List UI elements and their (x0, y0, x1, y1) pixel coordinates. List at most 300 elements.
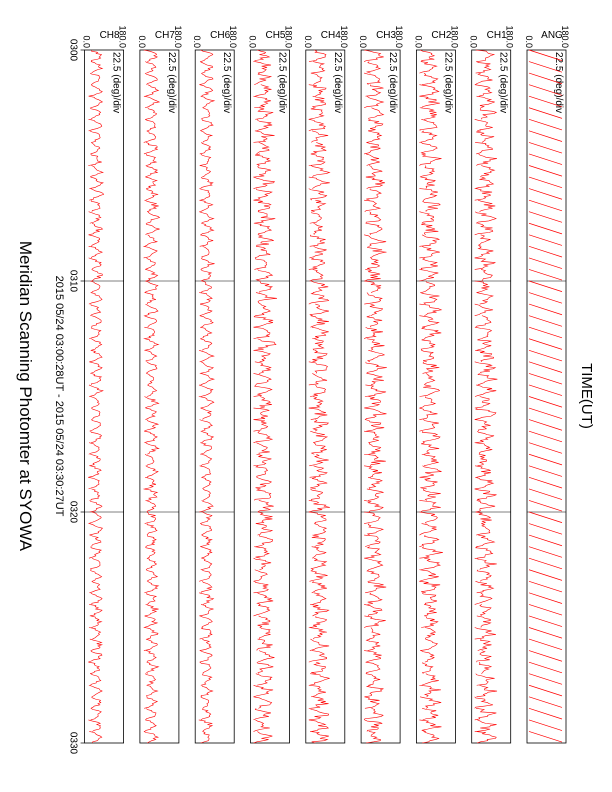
scan-trace (309, 293, 329, 305)
scan-trace (529, 443, 562, 454)
scan-trace (310, 731, 329, 743)
scan-trace (309, 454, 328, 466)
scan-trace (310, 431, 327, 443)
scan-trace (201, 223, 214, 235)
scan-trace (312, 350, 327, 362)
scan-trace (421, 142, 437, 154)
scan-trace (367, 316, 382, 328)
scan-trace (200, 62, 213, 74)
scan-trace (257, 662, 273, 674)
scan-trace (420, 466, 442, 478)
scan-trace (144, 581, 158, 593)
scan-trace (146, 558, 156, 570)
scan-trace (311, 142, 326, 154)
scan-trace (147, 662, 159, 674)
scan-trace (147, 154, 157, 166)
scan-trace (199, 593, 213, 605)
scan-trace (254, 385, 272, 397)
scan-trace (311, 697, 329, 709)
scan-trace (529, 720, 562, 731)
scan-trace (419, 235, 439, 247)
scan-trace (200, 339, 212, 351)
panel-scale: 22.5 (deg)/div (553, 52, 564, 114)
panel-frame (140, 50, 179, 743)
scan-trace (254, 685, 274, 697)
panel-traces (254, 50, 277, 743)
scan-trace (201, 685, 212, 697)
scan-trace (143, 246, 157, 258)
panels (82, 25, 570, 743)
scan-trace (89, 443, 99, 455)
scan-trace (420, 397, 436, 409)
panel-ymax: 180.0 (449, 25, 460, 48)
scan-trace (199, 293, 212, 305)
scan-trace (90, 281, 100, 293)
scan-trace (309, 397, 323, 409)
scan-trace (364, 50, 384, 62)
scan-trace (201, 477, 211, 489)
scan-trace (475, 304, 493, 316)
scan-trace (91, 708, 102, 720)
scan-trace (89, 581, 100, 593)
scan-trace (145, 477, 156, 489)
scan-trace (480, 166, 494, 178)
scan-trace (422, 674, 439, 686)
scan-trace (90, 535, 101, 547)
scan-trace (90, 350, 102, 362)
panel-label: CH5 (265, 30, 286, 41)
scan-trace (256, 535, 273, 547)
scan-trace (420, 697, 441, 709)
scan-trace (254, 350, 271, 362)
scan-trace (200, 119, 213, 131)
scan-trace (254, 697, 272, 709)
scan-trace (254, 131, 275, 143)
scan-trace (311, 73, 322, 85)
panel-ymin: 0.0 (524, 35, 534, 48)
scan-trace (368, 108, 383, 120)
scan-trace (310, 212, 322, 224)
scan-trace (419, 581, 440, 593)
scan-trace (90, 420, 101, 432)
scan-trace (364, 142, 380, 154)
scan-trace (144, 200, 158, 212)
scan-trace (422, 731, 439, 743)
scan-trace (529, 293, 562, 304)
scan-trace (475, 581, 493, 593)
scan-trace (256, 512, 273, 524)
scan-trace (89, 189, 103, 201)
scan-trace (200, 304, 212, 316)
scan-trace (529, 454, 562, 465)
scan-trace (421, 223, 438, 235)
scan-trace (144, 316, 157, 328)
scan-trace (310, 616, 327, 628)
scan-trace (365, 581, 386, 593)
scan-trace (419, 131, 436, 143)
scan-trace (419, 189, 437, 201)
scan-trace (365, 685, 384, 697)
scan-trace (310, 466, 327, 478)
scan-trace (479, 662, 491, 674)
panel-scale: 22.5 (deg)/div (497, 52, 509, 114)
scan-trace (254, 189, 272, 201)
scan-trace (529, 316, 562, 327)
scan-trace (313, 420, 328, 432)
scan-trace (200, 327, 211, 339)
scan-trace (90, 142, 99, 154)
scan-trace (529, 235, 562, 246)
scan-trace (89, 604, 102, 616)
scan-trace (529, 685, 562, 696)
scan-trace (529, 281, 562, 292)
scan-trace (200, 362, 213, 374)
scan-trace (475, 327, 492, 339)
scan-trace (368, 524, 383, 536)
scan-trace (529, 628, 562, 639)
scan-trace (364, 500, 383, 512)
scan-trace (254, 570, 268, 582)
scan-trace (419, 512, 437, 524)
scan-trace (254, 547, 269, 559)
scan-trace (369, 443, 381, 455)
scan-trace (364, 535, 380, 547)
scan-trace (144, 339, 158, 351)
scan-trace (200, 628, 212, 640)
scan-trace (529, 604, 562, 615)
scan-trace (200, 420, 213, 432)
scan-trace (146, 443, 159, 455)
scan-trace (475, 177, 494, 189)
scan-trace (529, 512, 562, 523)
scan-trace (145, 62, 156, 74)
scan-trace (89, 96, 103, 108)
scan-trace (201, 408, 211, 420)
scan-trace (529, 269, 562, 280)
scan-trace (369, 628, 380, 640)
scan-trace (254, 720, 270, 732)
panel-traces (143, 50, 159, 743)
scan-trace (201, 547, 212, 559)
scan-trace (146, 177, 157, 189)
scan-trace (529, 189, 562, 200)
scan-trace (254, 177, 275, 189)
scan-trace (144, 131, 156, 143)
scan-trace (145, 674, 155, 686)
scan-trace (200, 639, 211, 651)
scan-trace (475, 258, 496, 270)
scan-trace (89, 547, 101, 559)
scan-trace (200, 85, 213, 97)
scan-trace (529, 477, 562, 488)
scan-trace (258, 651, 275, 663)
scan-trace (529, 558, 562, 569)
scan-trace (365, 558, 383, 570)
panel-ymax: 180.0 (172, 25, 183, 48)
scan-trace (529, 662, 562, 673)
scan-trace (309, 154, 325, 166)
scan-trace (475, 142, 492, 154)
scan-trace (529, 431, 562, 442)
scan-trace (475, 73, 492, 85)
scan-trace (421, 281, 434, 293)
scan-trace (475, 708, 497, 720)
scan-trace (144, 616, 157, 628)
scan-trace (201, 558, 212, 570)
time-tick-label: 0300 (67, 38, 79, 62)
scan-trace (364, 96, 383, 108)
scan-trace (419, 85, 438, 97)
scan-trace (91, 200, 100, 212)
scan-trace (367, 639, 381, 651)
scan-trace (364, 697, 379, 709)
scan-trace (480, 108, 496, 120)
scan-trace (420, 639, 437, 651)
panel-traces (475, 50, 498, 743)
scan-trace (310, 316, 328, 328)
scan-trace (422, 708, 438, 720)
scan-trace (364, 604, 382, 616)
chart-title: Meridian Scanning Photomter at SYOWA (16, 240, 35, 552)
scan-trace (255, 154, 270, 166)
panel-ch2 (413, 25, 459, 743)
scan-trace (258, 616, 270, 628)
scan-trace (145, 258, 155, 270)
time-axis (68, 39, 85, 755)
scan-trace (477, 570, 491, 582)
scan-trace (529, 166, 562, 177)
scan-trace (199, 720, 213, 732)
scan-trace (255, 85, 271, 97)
scan-trace (421, 443, 439, 455)
scan-trace (366, 674, 380, 686)
scan-trace (419, 212, 433, 224)
panel-label: ANG (541, 30, 563, 41)
scan-trace (89, 524, 102, 536)
scan-trace (366, 662, 380, 674)
scan-trace (90, 397, 99, 409)
scan-trace (309, 373, 327, 385)
panel-traces (309, 50, 330, 743)
scan-trace (309, 685, 326, 697)
scan-trace (254, 258, 266, 270)
scan-trace (89, 85, 103, 97)
scan-trace (365, 420, 384, 432)
scan-trace (420, 293, 439, 305)
scan-trace (199, 350, 214, 362)
scan-trace (477, 339, 492, 351)
scan-trace (419, 154, 441, 166)
scan-trace (89, 258, 102, 270)
scan-trace (89, 223, 103, 235)
scan-trace (88, 720, 100, 732)
scan-trace (475, 697, 493, 709)
panel-ch4 (303, 25, 349, 743)
panel-ymax: 180.0 (504, 25, 515, 48)
scan-trace (145, 547, 155, 559)
scan-trace (88, 477, 99, 489)
scan-trace (256, 466, 267, 478)
scan-trace (254, 96, 271, 108)
scan-trace (309, 408, 327, 420)
scan-trace (529, 500, 562, 511)
scan-trace (144, 96, 159, 108)
scan-trace (422, 662, 432, 674)
scan-trace (364, 512, 380, 524)
scan-trace (529, 547, 562, 558)
scan-trace (311, 662, 325, 674)
scan-trace (88, 651, 102, 663)
scan-trace (199, 200, 212, 212)
scan-trace (89, 662, 100, 674)
scan-trace (145, 73, 157, 85)
scan-trace (419, 62, 436, 74)
scan-trace (419, 316, 438, 328)
scan-trace (310, 604, 328, 616)
scan-trace (201, 177, 213, 189)
scan-trace (310, 235, 326, 247)
scan-trace (477, 616, 491, 628)
panel-traces (364, 50, 387, 743)
scan-trace (91, 373, 101, 385)
panel-ymin: 0.0 (358, 35, 369, 48)
scan-trace (529, 304, 562, 315)
scan-trace (424, 373, 435, 385)
scan-trace (89, 119, 102, 131)
scan-trace (419, 500, 440, 512)
scan-trace (475, 731, 497, 743)
scan-trace (529, 177, 562, 188)
scan-trace (365, 720, 383, 732)
scan-trace (200, 154, 211, 166)
scan-trace (475, 350, 493, 362)
panel-frame (527, 50, 566, 743)
scan-trace (475, 362, 496, 374)
scan-trace (145, 397, 159, 409)
scan-trace (89, 362, 102, 374)
scan-trace (424, 604, 437, 616)
scan-trace (255, 362, 271, 374)
scan-trace (201, 581, 212, 593)
scan-trace (365, 408, 387, 420)
scan-trace (364, 454, 386, 466)
scan-trace (91, 616, 102, 628)
scan-trace (419, 570, 438, 582)
scan-trace (529, 616, 562, 627)
scan-trace (364, 431, 379, 443)
scan-trace (146, 212, 159, 224)
scan-trace (200, 662, 211, 674)
scan-trace (255, 108, 273, 120)
scan-trace (311, 166, 330, 178)
scan-trace (312, 535, 325, 547)
scan-trace (90, 131, 100, 143)
panel-ch7 (137, 25, 183, 743)
scan-trace (309, 628, 327, 640)
scan-trace (309, 512, 326, 524)
scan-trace (529, 674, 562, 685)
scan-trace (201, 50, 213, 62)
scan-trace (364, 293, 382, 305)
scan-trace (91, 593, 102, 605)
scan-trace (419, 246, 439, 258)
scan-trace (420, 166, 434, 178)
scan-trace (364, 466, 382, 478)
scan-trace (199, 189, 210, 201)
scan-trace (419, 96, 439, 108)
scan-trace (475, 443, 493, 455)
panel-ymin: 0.0 (81, 35, 92, 48)
scan-trace (201, 524, 212, 536)
scan-trace (256, 477, 272, 489)
scan-trace (254, 327, 271, 339)
scan-trace (90, 108, 101, 120)
panel-scale: 22.5 (deg)/div (110, 52, 122, 114)
scan-trace (89, 235, 100, 247)
scan-trace (310, 570, 328, 582)
scan-trace (146, 500, 156, 512)
panel-label: CH7 (154, 30, 175, 41)
scan-trace (146, 651, 156, 663)
scan-trace (419, 535, 438, 547)
scan-trace (478, 639, 492, 651)
scan-trace (313, 339, 323, 351)
scan-trace (368, 477, 382, 489)
scan-trace (475, 85, 492, 97)
scan-trace (145, 604, 159, 616)
scan-trace (366, 212, 381, 224)
scan-trace (254, 339, 276, 351)
scan-trace (529, 350, 562, 361)
scan-trace (422, 454, 439, 466)
scan-trace (476, 685, 497, 697)
scan-trace (364, 327, 383, 339)
panel-label: CH1 (486, 30, 507, 41)
scan-trace (201, 281, 211, 293)
scan-trace (254, 166, 272, 178)
scan-trace (422, 431, 440, 443)
scan-trace (146, 466, 158, 478)
scan-trace (419, 269, 438, 281)
scan-trace (147, 373, 154, 385)
scan-trace (145, 281, 158, 293)
scan-trace (90, 570, 101, 582)
scan-trace (91, 50, 101, 62)
scan-trace (201, 431, 214, 443)
scan-trace (146, 223, 160, 235)
panel-ymax: 180.0 (338, 25, 349, 48)
scan-trace (145, 119, 155, 131)
scan-trace (309, 119, 326, 131)
scan-trace (529, 362, 562, 373)
scan-trace (256, 674, 272, 686)
scan-trace (364, 651, 381, 663)
scan-trace (421, 558, 440, 570)
panel-ymax: 180.0 (228, 25, 239, 48)
scan-trace (200, 166, 211, 178)
scan-trace (309, 500, 330, 512)
panel-label: CH4 (320, 30, 341, 41)
scan-trace (419, 408, 437, 420)
scan-trace (419, 547, 442, 559)
scan-trace (200, 651, 213, 663)
scan-trace (310, 269, 323, 281)
scan-trace (145, 85, 158, 97)
scan-trace (423, 362, 440, 374)
panel-ymax: 180.0 (283, 25, 294, 48)
scan-trace (529, 223, 562, 234)
scan-trace (256, 524, 272, 536)
